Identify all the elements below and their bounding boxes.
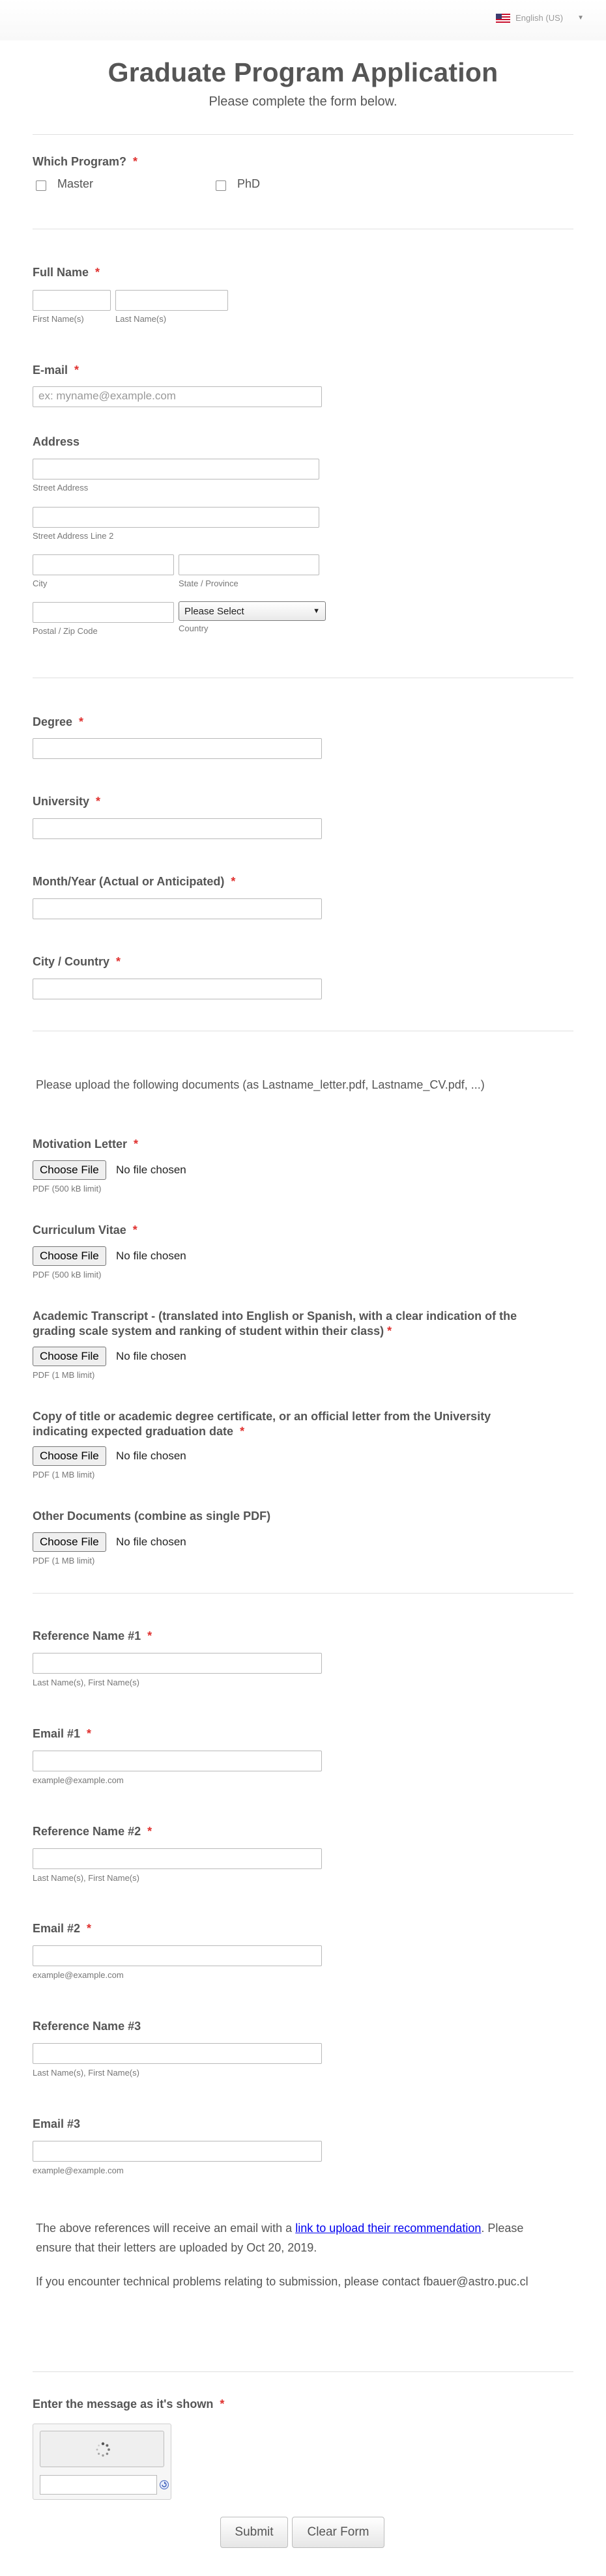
technical-contact-notice: If you encounter technical problems relating to submission, please contact fbauer@astro.puc.cl bbox=[36, 2275, 528, 2288]
captcha-image bbox=[40, 2431, 164, 2467]
page-subtitle: Please complete the form below. bbox=[209, 94, 397, 109]
transcript-file-button[interactable]: Choose File bbox=[33, 1347, 106, 1366]
full-name-label: Full Name * bbox=[33, 266, 100, 279]
state-input[interactable] bbox=[179, 554, 319, 575]
university-input[interactable] bbox=[33, 818, 322, 839]
month-year-label: Month/Year (Actual or Anticipated) * bbox=[33, 875, 236, 888]
reference-email-3-input[interactable] bbox=[33, 2141, 322, 2162]
motivation-letter-note: PDF (500 kB limit) bbox=[33, 1184, 102, 1194]
reference-email-1-sublabel: example@example.com bbox=[33, 1775, 124, 1785]
email-input[interactable]: ex: myname@example.com bbox=[33, 386, 322, 407]
university-label: University * bbox=[33, 795, 101, 808]
form-header bbox=[0, 57, 606, 109]
us-flag-icon bbox=[496, 14, 510, 23]
chevron-down-icon: ▼ bbox=[313, 607, 320, 615]
loading-spinner-icon bbox=[95, 2442, 111, 2457]
street-address-2-sublabel: Street Address Line 2 bbox=[33, 531, 114, 541]
refresh-icon[interactable] bbox=[159, 2480, 169, 2490]
degree-certificate-file-button[interactable]: Choose File bbox=[33, 1446, 106, 1466]
motivation-letter-label: Motivation Letter * bbox=[33, 1138, 139, 1151]
degree-label: Degree * bbox=[33, 715, 84, 728]
other-documents-note: PDF (1 MB limit) bbox=[33, 1556, 95, 1566]
cv-label: Curriculum Vitae * bbox=[33, 1224, 137, 1237]
chevron-down-icon: ▼ bbox=[577, 14, 584, 21]
address-label: Address bbox=[33, 435, 80, 448]
street-address-2-input[interactable] bbox=[33, 507, 319, 528]
reference-name-1-input[interactable] bbox=[33, 1653, 322, 1674]
clear-form-button[interactable]: Clear Form bbox=[292, 2517, 384, 2548]
program-phd-checkbox[interactable] bbox=[216, 180, 226, 191]
reference-name-2-input[interactable] bbox=[33, 1848, 322, 1869]
postal-sublabel: Postal / Zip Code bbox=[33, 626, 98, 636]
reference-name-2-label: Reference Name #2 * bbox=[33, 1825, 152, 1838]
other-documents-label: Other Documents (combine as single PDF) bbox=[33, 1510, 271, 1523]
captcha-label: Enter the message as it's shown * bbox=[33, 2397, 225, 2411]
city-sublabel: City bbox=[33, 579, 48, 588]
captcha-input[interactable] bbox=[40, 2475, 157, 2495]
last-name-input[interactable] bbox=[115, 290, 228, 311]
motivation-letter-file-button[interactable]: Choose File bbox=[33, 1160, 106, 1180]
country-select-value: Please Select bbox=[184, 605, 244, 617]
upload-instructions: Please upload the following documents (as Lastname_letter.pdf, Lastname_CV.pdf, ...) bbox=[36, 1078, 485, 1091]
city-input[interactable] bbox=[33, 554, 174, 575]
reference-email-2-sublabel: example@example.com bbox=[33, 1970, 124, 1980]
transcript-file-status: No file chosen bbox=[116, 1350, 186, 1362]
reference-email-2-input[interactable] bbox=[33, 1945, 322, 1966]
city-country-label: City / Country * bbox=[33, 955, 121, 968]
references-notice: The above references will receive an email with a link to upload their recommendation. Please ensure that their letters are uploaded by Oct 20, 2019. bbox=[36, 2222, 524, 2254]
program-master-label: Master bbox=[57, 177, 94, 190]
email-label: E-mail * bbox=[33, 364, 79, 377]
page-title: Graduate Program Application bbox=[108, 57, 498, 87]
country-sublabel: Country bbox=[179, 623, 209, 633]
cv-file-status: No file chosen bbox=[116, 1250, 186, 1262]
reference-email-1-label: Email #1 * bbox=[33, 1727, 92, 1740]
divider bbox=[33, 1593, 573, 1594]
reference-name-1-sublabel: Last Name(s), First Name(s) bbox=[33, 1678, 139, 1687]
top-bar bbox=[0, 0, 606, 40]
language-selector[interactable] bbox=[496, 13, 584, 23]
reference-name-3-label: Reference Name #3 bbox=[33, 2020, 141, 2033]
cv-file-button[interactable]: Choose File bbox=[33, 1246, 106, 1266]
other-documents-file-button[interactable]: Choose File bbox=[33, 1532, 106, 1552]
reference-name-3-input[interactable] bbox=[33, 2043, 322, 2064]
reference-name-3-sublabel: Last Name(s), First Name(s) bbox=[33, 2068, 139, 2078]
divider bbox=[33, 2371, 573, 2372]
first-name-input[interactable] bbox=[33, 290, 111, 311]
last-name-sublabel: Last Name(s) bbox=[115, 314, 167, 324]
motivation-letter-file-status: No file chosen bbox=[116, 1164, 186, 1176]
language-label: English (US) bbox=[515, 13, 564, 23]
transcript-label: Academic Transcript - (translated into English or Spanish, with a clear indication of the grading scale system and ranking of student within their class) * bbox=[33, 1309, 517, 1338]
month-year-input[interactable] bbox=[33, 898, 322, 919]
program-label: Which Program? * bbox=[33, 155, 138, 168]
program-master-checkbox[interactable] bbox=[36, 180, 46, 191]
street-address-input[interactable] bbox=[33, 459, 319, 479]
first-name-sublabel: First Name(s) bbox=[33, 314, 84, 324]
degree-input[interactable] bbox=[33, 738, 322, 759]
state-sublabel: State / Province bbox=[179, 579, 238, 588]
cv-note: PDF (500 kB limit) bbox=[33, 1270, 102, 1280]
reference-email-1-input[interactable] bbox=[33, 1751, 322, 1771]
reference-name-1-label: Reference Name #1 * bbox=[33, 1629, 152, 1642]
postal-input[interactable] bbox=[33, 602, 174, 623]
divider bbox=[33, 134, 573, 135]
other-documents-file-status: No file chosen bbox=[116, 1536, 186, 1548]
degree-certificate-file-status: No file chosen bbox=[116, 1450, 186, 1462]
submit-button[interactable]: Submit bbox=[220, 2517, 288, 2548]
degree-certificate-note: PDF (1 MB limit) bbox=[33, 1470, 95, 1480]
reference-email-2-label: Email #2 * bbox=[33, 1922, 92, 1935]
program-phd-label: PhD bbox=[237, 177, 261, 190]
degree-certificate-label: Copy of title or academic degree certificate, or an official letter from the University indicating expected graduation date * bbox=[33, 1410, 491, 1438]
transcript-note: PDF (1 MB limit) bbox=[33, 1370, 95, 1380]
city-country-input[interactable] bbox=[33, 979, 322, 999]
country-select[interactable] bbox=[179, 601, 326, 621]
reference-name-2-sublabel: Last Name(s), First Name(s) bbox=[33, 1873, 139, 1883]
captcha-widget bbox=[33, 2424, 171, 2500]
reference-email-3-sublabel: example@example.com bbox=[33, 2166, 124, 2175]
upload-recommendation-link[interactable]: link to upload their recommendation bbox=[295, 2222, 482, 2235]
reference-email-3-label: Email #3 bbox=[33, 2117, 81, 2130]
street-address-sublabel: Street Address bbox=[33, 483, 89, 493]
